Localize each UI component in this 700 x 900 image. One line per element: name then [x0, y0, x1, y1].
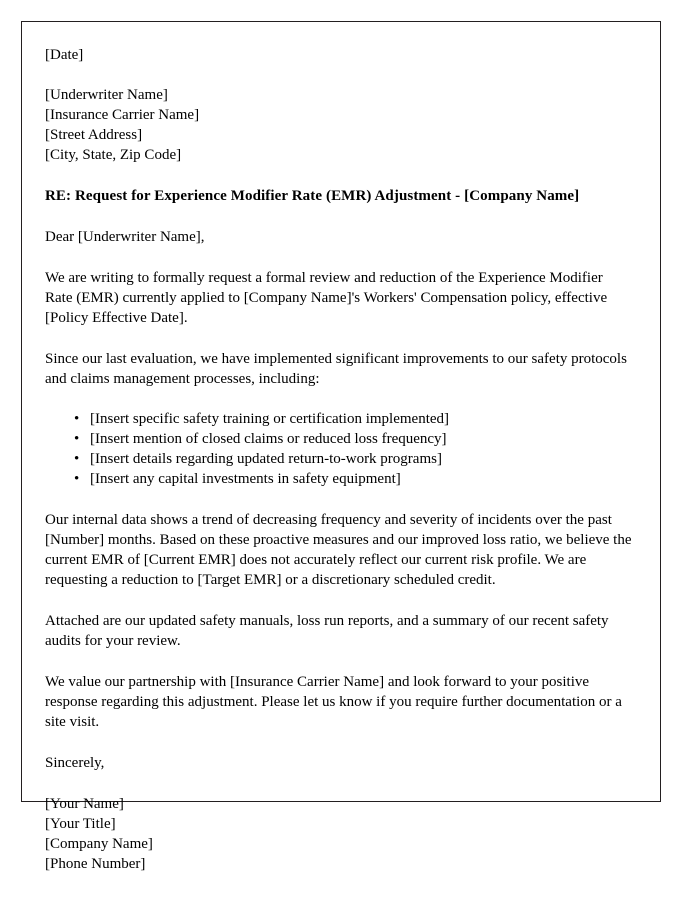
closing-salutation: Sincerely,	[45, 755, 105, 771]
date-placeholder: [Date]	[45, 47, 84, 63]
address-line: [Street Address]	[45, 127, 143, 143]
recipient-address-block	[45, 85, 632, 165]
paragraph-partnership: We value our partnership with [Insurance Carrier Name] and look forward to your positive response regarding this adjustment. Please let us know if you require further documentation or a site visit.	[45, 674, 622, 730]
paragraph-request: We are writing to formally request a formal review and reduction of the Experience Modifier Rate (EMR) currently applied to [Company Name]'s Workers' Compensation policy, effective [Policy Effective Date].	[45, 270, 608, 326]
signature-line: [Phone Number]	[45, 856, 146, 872]
spacer	[45, 651, 632, 672]
spacer	[45, 165, 632, 186]
paragraph-internal-data: Our internal data shows a trend of decreasing frequency and severity of incidents over the past [Number] months. Based on these proactive measures and our improved loss ratio, we believe the current EMR of [Current EMR] does not accurately reflect our current risk profile. We are requesting a reduction to [Target EMR] or a discretionary scheduled credit.	[45, 512, 632, 588]
paragraph-improvements-intro: Since our last evaluation, we have implemented significant improvements to our safety protocols and claims management processes, including:	[45, 351, 627, 387]
spacer	[45, 590, 632, 611]
spacer	[45, 732, 632, 753]
date-block	[45, 45, 632, 65]
spacer	[45, 206, 632, 227]
address-line: [Insurance Carrier Name]	[45, 107, 200, 123]
signature-line: [Your Name]	[45, 796, 124, 812]
subject-line: RE: Request for Experience Modifier Rate (EMR) Adjustment - [Company Name]	[45, 188, 580, 204]
list-item: • [Insert specific safety training or certification implemented]	[90, 409, 632, 429]
signature-line: [Your Title]	[45, 816, 116, 832]
spacer	[45, 328, 632, 349]
salutation: Dear [Underwriter Name],	[45, 229, 205, 245]
spacer	[45, 389, 632, 409]
letter-body	[45, 45, 632, 874]
spacer	[45, 773, 632, 794]
letter-page-border	[21, 21, 661, 872]
spacer	[45, 247, 632, 268]
signature-block	[45, 794, 632, 874]
signature-line: [Company Name]	[45, 836, 153, 852]
paragraph-attachments: Attached are our updated safety manuals, loss run reports, and a summary of our recent safety audits for your review.	[45, 613, 609, 649]
improvements-list	[45, 409, 632, 489]
list-item: • [Insert any capital investments in safety equipment]	[90, 469, 632, 489]
spacer	[45, 65, 632, 85]
list-item: • [Insert details regarding updated return-to-work programs]	[90, 449, 632, 469]
address-line: [City, State, Zip Code]	[45, 147, 182, 163]
list-item: • [Insert mention of closed claims or reduced loss frequency]	[90, 429, 632, 449]
address-line: [Underwriter Name]	[45, 87, 168, 103]
spacer	[45, 489, 632, 510]
